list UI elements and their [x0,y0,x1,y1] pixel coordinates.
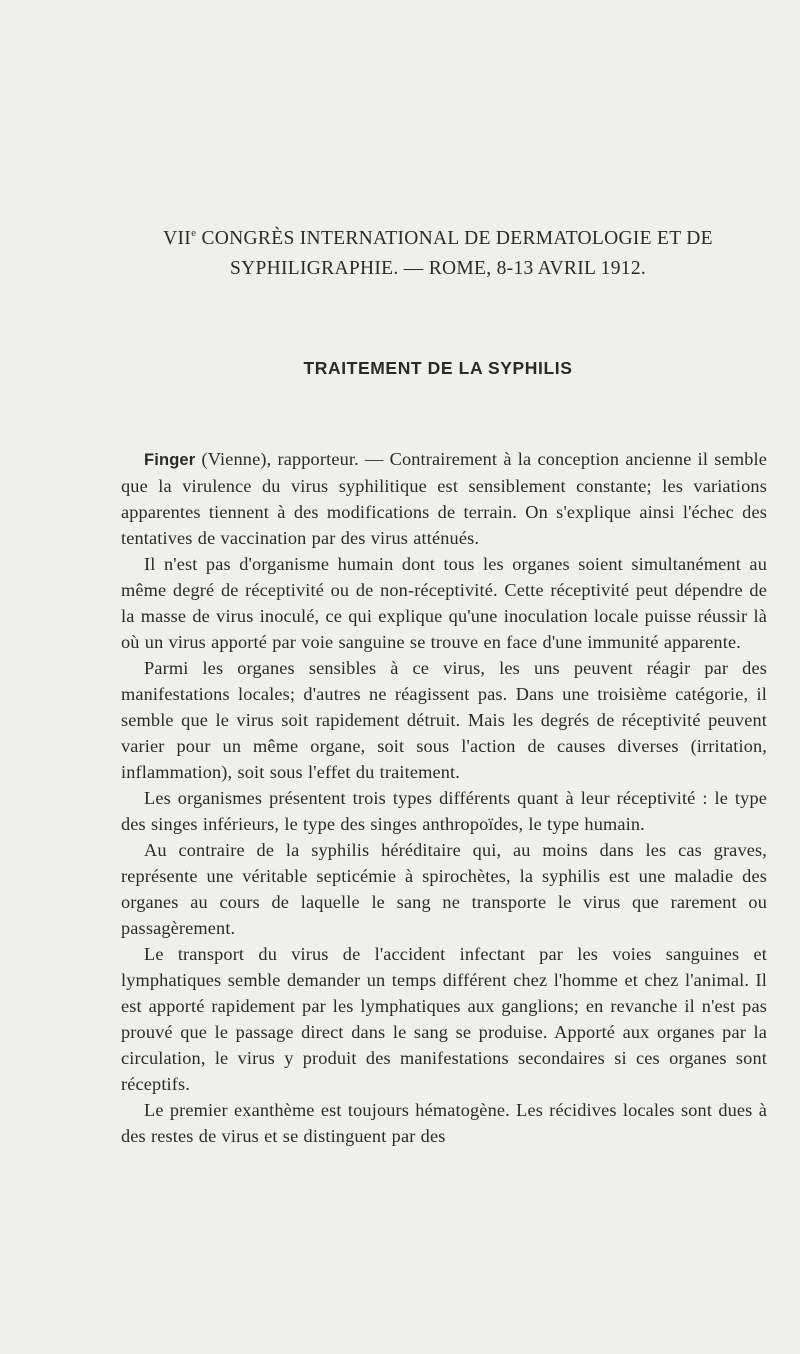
paragraph-2: Il n'est pas d'organisme humain dont tous les organes soient simultanément au même degré de réceptivité ou de non-réceptivité. Cette réceptivité peut dépendre de la masse de virus inoculé, ce qui explique qu'une inoculation locale puisse réussir là où un virus apporté par voie sanguine se trouve en face d'une immunité apparente. [121,554,767,652]
congress-header-line-1-text: CONGRÈS INTERNATIONAL DE DERMATOLOGIE ET DE [196,228,713,249]
congress-header-line-2: SYPHILIGRAPHIE. — ROME, 8-13 AVRIL 1912. [229,258,647,279]
paragraph-6: Le transport du virus de l'accident infectant par les voies sanguines et lymphatiques semble demander un temps différent chez l'homme et chez l'animal. Il est apporté rapidement par les lymphatiques aux ganglions; en revanche il n'est pas prouvé que le passage direct dans le sang se produise. Apporté aux organes par la circulation, le virus y produit des manifestations secondaires si ces organes sont réceptifs. [121,944,767,1094]
congress-ordinal-superscript: e [191,227,197,239]
author-name: Finger [144,451,196,469]
paragraph-4: Les organismes présentent trois types différents quant à leur réceptivité : le type des singes inférieurs, le type des singes anthropoïdes, le type humain. [121,788,767,834]
body-text [121,446,767,1149]
paragraph-7: Le premier exanthème est toujours hématogène. Les récidives locales sont dues à des restes de virus et se distinguent par des [121,1100,767,1146]
section-title: TRAITEMENT DE LA SYPHILIS [303,358,573,378]
paragraph-5: Au contraire de la syphilis héréditaire qui, au moins dans les cas graves, représente une véritable septicémie à spirochètes, la syphilis est une maladie des organes au cours de laquelle le sang ne transporte le virus que rarement ou passagèrement. [121,840,767,938]
congress-header [118,218,758,284]
congress-header-line-1 [118,218,758,254]
paragraph-1-text: (Vienne), rapporteur. — Contrairement à la conception ancienne il semble que la virulence du virus syphilitique est sensiblement constante; les variations apparentes tiennent à des modifications de terrain. On s'explique ainsi l'échec des tentatives de vaccination par des virus atténués. [121,449,767,548]
congress-ordinal: VII [163,228,192,249]
paragraph-3: Parmi les organes sensibles à ce virus, les uns peuvent réagir par des manifestations locales; d'autres ne réagissent pas. Dans une troisième catégorie, il semble que le virus soit rapidement détruit. Mais les degrés de réceptivité peuvent varier pour un même organe, soit sous l'action de causes diverses (irritation, inflammation), soit sous l'effet du traitement. [121,658,767,782]
paragraph-1 [121,446,767,551]
